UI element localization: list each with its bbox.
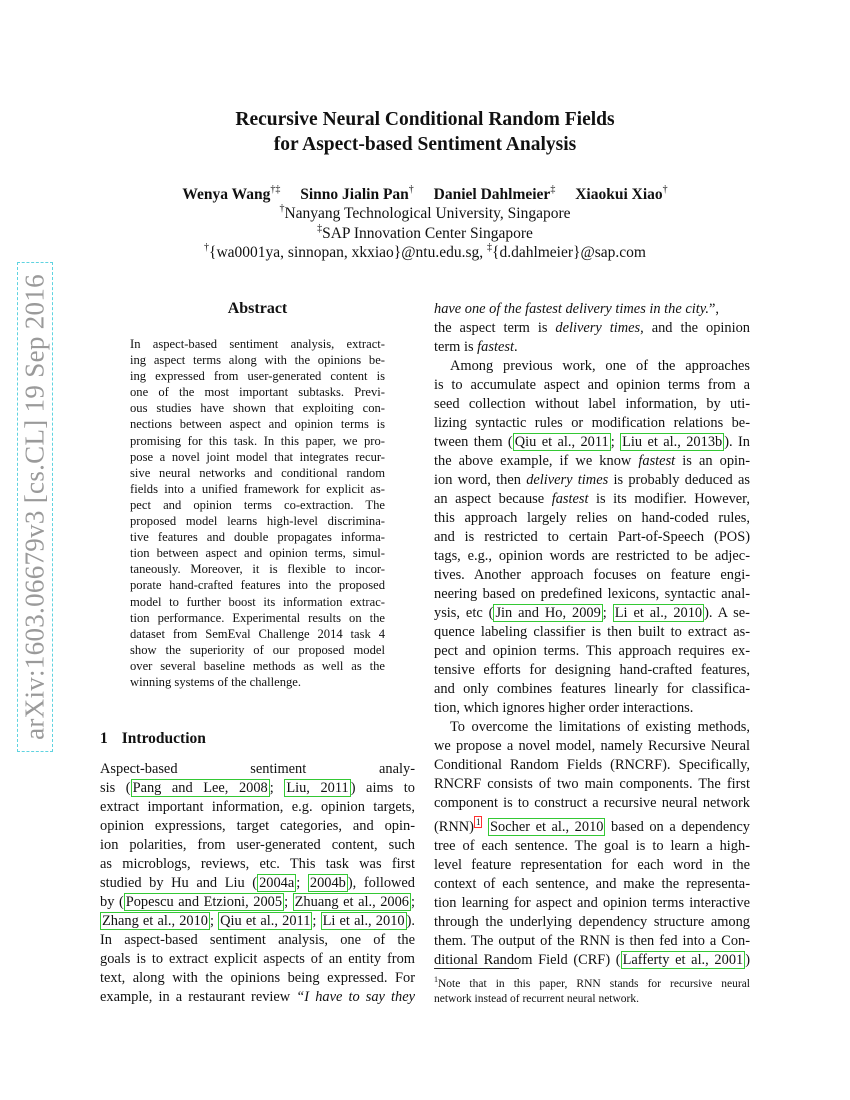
arxiv-identifier: arXiv:1603.06679v3 [cs.CL] 19 Sep 2016 bbox=[19, 274, 50, 740]
abstract-line: taneously. Moreover, it is flexible to incor- bbox=[130, 562, 385, 577]
abstract-line: model to further boost its information extrac- bbox=[130, 594, 385, 609]
body-line: and is restricted to certain Part-of-Speech (POS) bbox=[434, 529, 750, 545]
abstract-line: fields into a unified framework for explicit as- bbox=[130, 481, 385, 496]
citation-link[interactable]: Popescu and Etzioni, 2005 bbox=[125, 894, 283, 910]
footnote bbox=[434, 972, 750, 1007]
body-line: extract important information, e.g. opinion targets, bbox=[100, 799, 415, 815]
abstract-line: tion between aspect and opinion terms, simul- bbox=[130, 546, 385, 561]
citation-link[interactable]: Liu, 2011 bbox=[286, 780, 349, 796]
title-line-1: Recursive Neural Conditional Random Fields bbox=[235, 109, 615, 130]
body-line: example, in a restaurant review “I have to say they bbox=[100, 989, 415, 1005]
body-line: pect and opinion terms. This approach requires ex- bbox=[434, 643, 750, 659]
abstract-line: In aspect-based sentiment analysis, extract- bbox=[130, 337, 385, 351]
body-line: as microblogs, reviews, etc. This task was first bbox=[100, 856, 415, 872]
abstract-body bbox=[130, 336, 385, 690]
body-line: by ( Popescu and Etzioni, 2005 ; Zhuang et al., 2006 ; bbox=[100, 894, 415, 910]
footnote-line: network instead of recurrent neural network. bbox=[434, 993, 640, 1005]
body-line: text, along with the opinions being expressed. For bbox=[100, 970, 415, 986]
introduction-left-column bbox=[100, 760, 415, 1007]
author-emails: †{wa0001ya, sinnopan, xkxiao}@ntu.edu.sg, ‡{d.dahlmeier}@sap.com bbox=[204, 242, 646, 261]
author-1: Wenya Wang†‡ bbox=[182, 184, 281, 203]
abstract-line: ous studies have shown that exploiting con- bbox=[130, 401, 385, 416]
footnote-line: $^1$Note that in this paper, RNN stands for recursive neural bbox=[434, 975, 750, 990]
citation-link[interactable]: Jin and Ho, 2009 bbox=[495, 605, 601, 621]
abstract-line: ing expressed from user-generated content is bbox=[130, 369, 385, 384]
citation-link[interactable]: Zhuang et al., 2006 bbox=[294, 894, 409, 910]
citation-link[interactable]: Li et al., 2010 bbox=[322, 913, 405, 929]
body-line: the above example, if we know fastest is an opin- bbox=[434, 453, 751, 469]
author-3: Daniel Dahlmeier‡ bbox=[433, 184, 556, 203]
body-line: context of each sentence, and make the representa- bbox=[434, 876, 750, 892]
abstract-line: one of the most important subtasks. Previ- bbox=[130, 385, 385, 400]
body-line: tween them ( Qiu et al., 2011 ; Liu et al., 2013b ). In bbox=[434, 434, 750, 450]
abstract-line: show the superiority of our proposed model bbox=[130, 642, 385, 657]
citation-link[interactable]: Zhang et al., 2010 bbox=[102, 913, 208, 929]
body-line: RNCRF consists of two main components. The first bbox=[434, 776, 750, 792]
body-line: Conditional Random Fields (RNCRF). Specifically, bbox=[434, 757, 750, 773]
arxiv-stamp-link[interactable] bbox=[17, 262, 53, 752]
body-line: ysis, etc ( Jin and Ho, 2009 ; Li et al., 2010 ). A se- bbox=[434, 605, 750, 621]
abstract-line: dataset from SemEval Challenge 2014 task 4 bbox=[130, 626, 385, 641]
body-line: ion polarities, from user-generated content, such bbox=[100, 837, 415, 853]
body-line: lizing syntactic rules or modification relations be- bbox=[434, 415, 750, 431]
body-line: Among previous work, one of the approaches bbox=[450, 358, 750, 374]
citation-link[interactable]: Li et al., 2010 bbox=[614, 605, 703, 621]
abstract-line: pect and opinion terms co-extraction. The bbox=[130, 497, 385, 512]
introduction-right-column bbox=[434, 300, 750, 970]
abstract-line: nections between aspect and opinion terms is bbox=[130, 417, 385, 432]
abstract-line: winning systems of the challenge. bbox=[130, 674, 302, 689]
body-line: this approach largely relies on hand-coded rules, bbox=[434, 510, 750, 526]
body-line: opinion expressions, target categories, and opin- bbox=[100, 818, 415, 834]
body-line: Zhang et al., 2010 ; Qiu et al., 2011 ; Li et al., 2010 ). bbox=[102, 913, 415, 929]
footnote-link[interactable]: 1 bbox=[475, 817, 481, 827]
body-line: tensive efforts for designing hand-crafted features, bbox=[434, 662, 750, 678]
body-line: have one of the fastest delivery times in the city.”, bbox=[434, 301, 719, 317]
body-line: In aspect-based sentiment analysis, one of the bbox=[100, 932, 415, 948]
body-line: tree of each sentence. The goal is to learn a high- bbox=[434, 838, 750, 854]
body-line: ditional Random Field (CRF) ( Lafferty et al., 2001 ) bbox=[434, 952, 751, 968]
body-line: tags, e.g., opinion words are restricted to be adjec- bbox=[434, 548, 750, 564]
body-line: studied by Hu and Liu ( 2004a ; 2004b ), followed bbox=[100, 875, 415, 891]
body-line: and only combines features linearly for classifica- bbox=[434, 681, 750, 697]
body-line: tion learning for aspect and opinion terms interactive bbox=[434, 895, 750, 911]
body-line: term is fastest. bbox=[434, 339, 518, 355]
body-line: through the underlying dependency structure among bbox=[434, 914, 750, 930]
paper-title bbox=[0, 107, 850, 157]
citation-link[interactable]: Lafferty et al., 2001 bbox=[622, 952, 744, 968]
abstract-line: pose a novel joint model that integrates recur- bbox=[130, 449, 385, 464]
body-line: quence labeling classifier is then built to extract as- bbox=[434, 624, 750, 640]
title-line-2: for Aspect-based Sentiment Analysis bbox=[273, 134, 577, 155]
body-line: Aspect-based sentiment analy- bbox=[100, 761, 415, 777]
abstract-line: promising for this task. In this paper, we pro- bbox=[130, 433, 385, 448]
abstract-line: tion performance. Experimental results on the bbox=[130, 610, 385, 625]
body-line: (RNN) $^1$ Socher et al., 2010 based on a dependency bbox=[434, 817, 750, 835]
body-line: neering based on predefined lexicons, syntactic anal- bbox=[434, 586, 750, 602]
abstract-line: ing aspect terms along with the opinions be- bbox=[130, 353, 385, 368]
body-line: them. The output of the RNN is then fed into a Con- bbox=[434, 933, 750, 949]
citation-link[interactable]: Liu et al., 2013b bbox=[622, 434, 723, 450]
citation-link[interactable]: Pang and Lee, 2008 bbox=[132, 780, 268, 796]
body-line: component is to construct a recursive neural network bbox=[434, 795, 750, 811]
author-4: Xiaokui Xiao† bbox=[575, 184, 668, 203]
affiliation-2: ‡SAP Innovation Center Singapore bbox=[317, 223, 533, 242]
abstract-line: proposed model learns high-level discrimina- bbox=[130, 514, 385, 529]
body-line: tion, which ignores higher order interactions. bbox=[434, 700, 694, 716]
abstract-line: porate hand-crafted features into the proposed bbox=[130, 578, 385, 593]
footnote-divider bbox=[434, 968, 519, 969]
abstract-heading: Abstract bbox=[227, 300, 288, 317]
citation-link[interactable]: 2004b bbox=[309, 875, 346, 891]
abstract-line: tive features and double propagates informa- bbox=[130, 530, 385, 545]
section-heading-introduction: 1 Introduction bbox=[100, 730, 206, 747]
affiliation-1: †Nanyang Technological University, Singapore bbox=[279, 203, 571, 222]
body-line: goals is to extract explicit aspects of an entity from bbox=[100, 951, 415, 967]
body-line: level feature representation for each word in the bbox=[434, 857, 750, 873]
body-line: To overcome the limitations of existing methods, bbox=[450, 719, 750, 735]
author-2: Sinno Jialin Pan† bbox=[300, 184, 414, 203]
body-line: tives. Another approach focuses on feature engi- bbox=[434, 567, 750, 583]
body-line: the aspect term is delivery times, and the opinion bbox=[434, 320, 750, 336]
citation-link[interactable]: Qiu et al., 2011 bbox=[220, 913, 311, 929]
body-line: an aspect because fastest is its modifier. However, bbox=[434, 491, 750, 507]
citation-link[interactable]: Socher et al., 2010 bbox=[490, 819, 604, 835]
body-line: sis ( Pang and Lee, 2008 ; Liu, 2011 ) aims to bbox=[100, 780, 415, 796]
abstract-line: over several baseline methods as well as the bbox=[130, 658, 385, 673]
body-line: is to accumulate aspect and opinion terms from a bbox=[434, 377, 750, 393]
abstract-line: sive neural networks and conditional random bbox=[130, 465, 385, 480]
body-line: ion word, then delivery times is probably deduced as bbox=[434, 472, 750, 488]
body-line: seed collection without label information, by uti- bbox=[434, 396, 750, 412]
citation-link[interactable]: 2004a bbox=[259, 875, 295, 891]
body-line: we propose a novel model, namely Recursive Neural bbox=[434, 738, 750, 754]
citation-link[interactable]: Qiu et al., 2011 bbox=[514, 434, 609, 450]
